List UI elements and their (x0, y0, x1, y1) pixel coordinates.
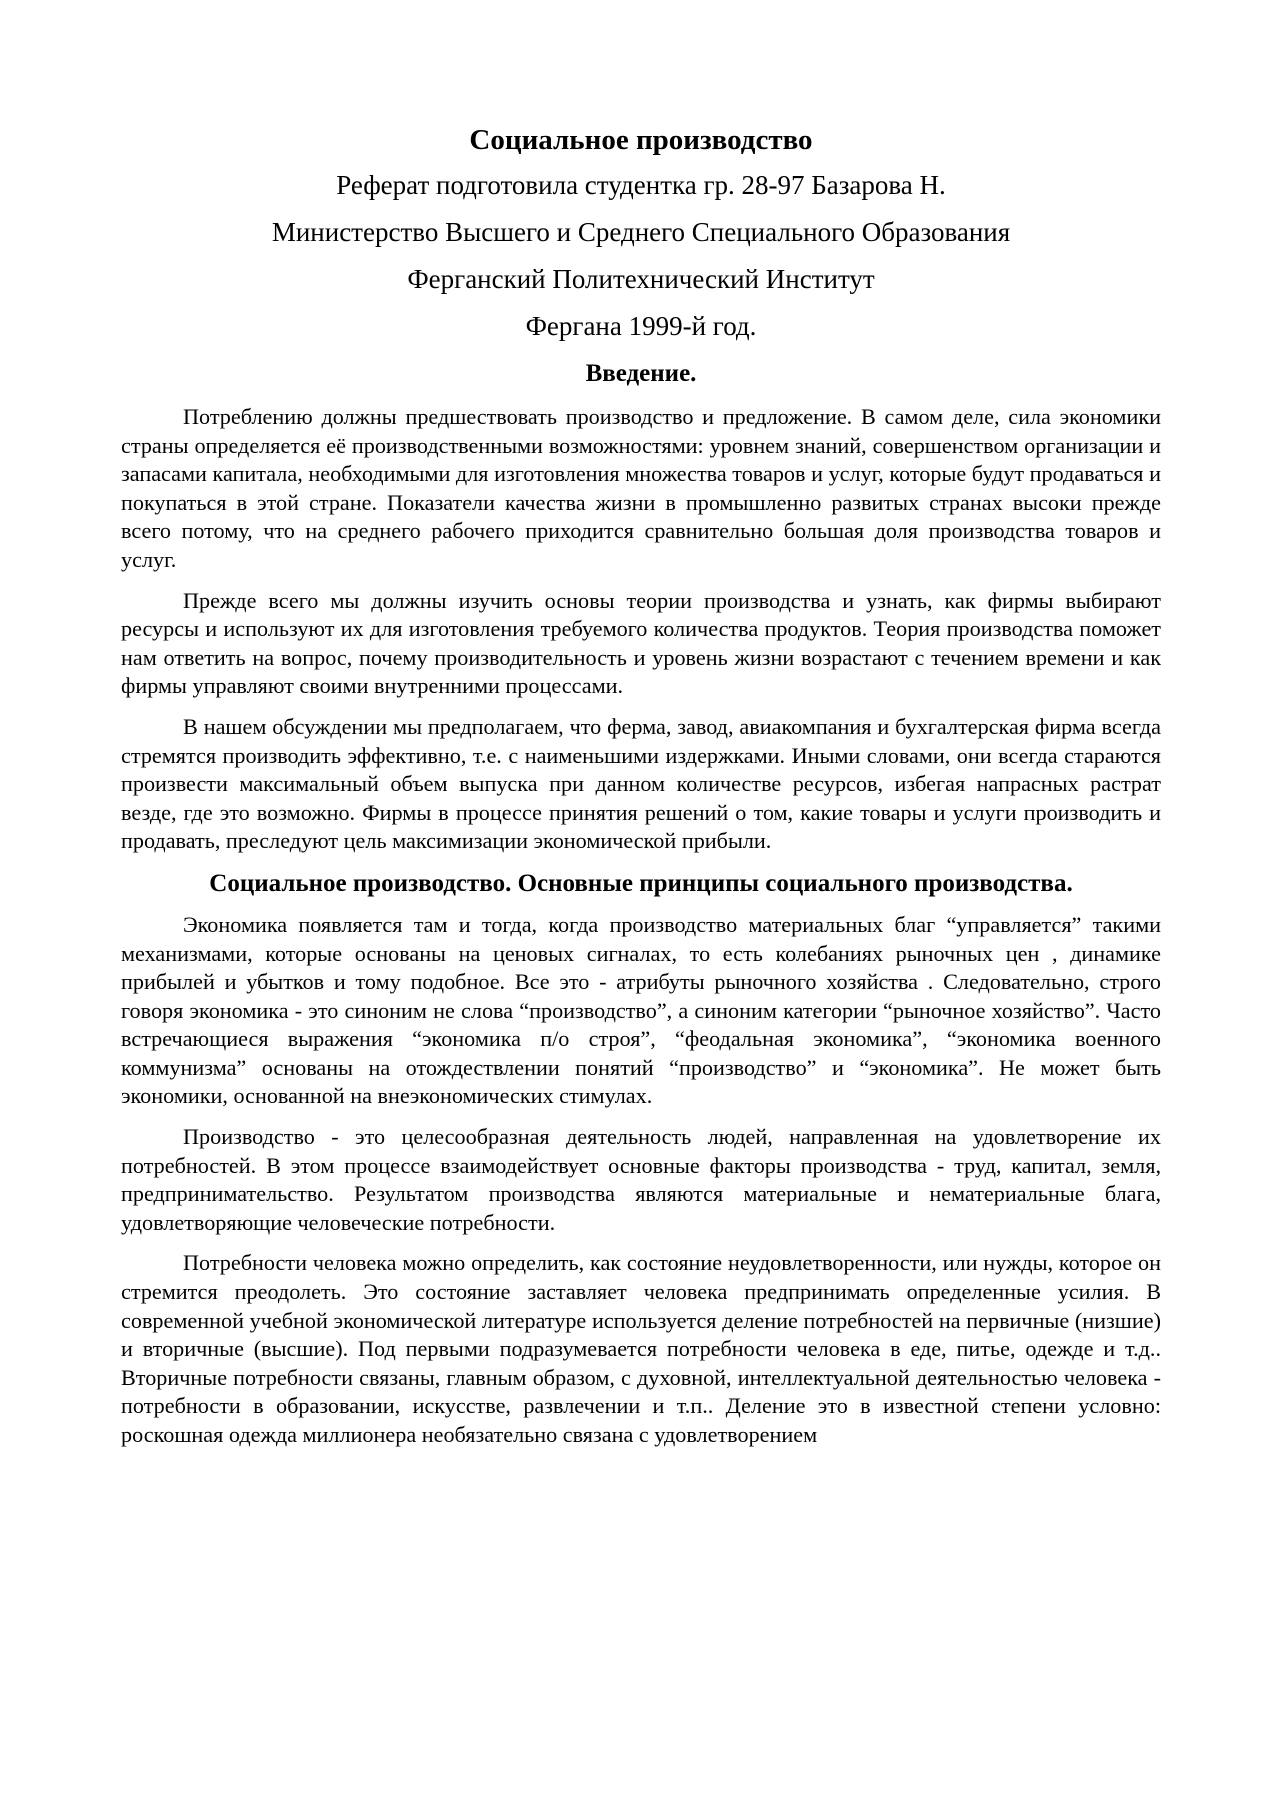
section-introduction (121, 358, 1161, 856)
institute-line: Ферганский Политехнический Институт (407, 264, 875, 294)
document-page (121, 118, 1161, 1462)
header-block (121, 162, 1161, 350)
paragraph: Потребности человека можно определить, как состояние неудовлетворенности, или нужды, которое он стремится преодолеть. Это состояние заставляет человека предпринимать определенные усилия. В современной учебной экономической литературе используется деление потребностей на первичные (низшие) и вторичные (высшие). Под первыми подразумевается потребности человека в еде, питье, одежде и т.д.. Вторичные потребности связаны, главным образом, с духовной, интеллектуальной деятельностью человека - потребности в образовании, искусстве, развлечении и т.п.. Деление это в известной степени условно: роскошная одежда миллионера необязательно связана с удовлетворением (121, 1250, 1161, 1447)
place-year-line: Фергана 1999-й год. (525, 311, 757, 341)
section-social-production (121, 868, 1161, 1450)
paragraph: Прежде всего мы должны изучить основы теории производства и узнать, как фирмы выбирают ресурсы и используют их для изготовления требуемого количества продуктов. Теория производства поможет нам ответить на вопрос, почему производительность и уровень жизни возрастают с течением времени и как фирмы управляют своими внутренними процессами. (121, 587, 1161, 699)
paragraph: Экономика появляется там и тогда, когда производство материальных благ “управляется” такими механизмами, которые основаны на ценовых сигналах, то есть колебаниях рыночных цен , динамике прибылей и убытков и тому подобное. Все это - атрибуты рыночного хозяйства . Следовательно, строго говоря экономика - это синоним не слова “производство”, а синоним категории “рыночное хозяйство”. Часто встречающиеся выражения “экономика п/о строя”, “феодальная экономика”, “экономика военного коммунизма” основаны на отождествлении понятий “производство” и “экономика”. Не может быть экономики, основанной на внеэкономических стимулах. (121, 911, 1161, 1109)
paragraph: Производство - это целесообразная деятельность людей, направленная на удовлетворение их потребностей. В этом процессе взаимодействует основные факторы производства - труд, капитал, земля, предпринимательство. Результатом производства являются материальные и нематериальные блага, удовлетворяющие человеческие потребности. (121, 1124, 1161, 1235)
section-heading: Введение. (585, 360, 697, 387)
section-heading: Социальное производство. Основные принципы социального производства. (209, 869, 1073, 897)
paragraph: Потреблению должны предшествовать производство и предложение. В самом деле, сила экономики страны определяется её производственными возможностями: уровнем знаний, совершенством организации и запасами капитала, необходимыми для изготовления множества товаров и услуг, которые будут продаваться и покупаться в этой стране. Показатели качества жизни в промышленно развитых странах высоки прежде всего потому, что на среднего рабочего приходится сравнительно большая доля производства товаров и услуг. (121, 404, 1161, 572)
paragraph: В нашем обсуждении мы предполагаем, что ферма, завод, авиакомпания и бухгалтерская фирма всегда стремятся производить эффективно, т.е. с наименьшими издержками. Иными словами, они всегда стараются произвести максимальный объем выпуска при данном количестве ресурсов, избегая напрасных растрат везде, где это возможно. Фирмы в процессе принятия решений о том, какие товары и услуги производить и продавать, преследуют цель максимизации экономической прибыли. (121, 713, 1161, 854)
ministry-line: Министерство Высшего и Среднего Специального Образования (271, 217, 1011, 247)
document-title: Социальное производство (469, 124, 813, 156)
author-line: Реферат подготовила студентка гр. 28-97 Базарова Н. (336, 170, 946, 200)
